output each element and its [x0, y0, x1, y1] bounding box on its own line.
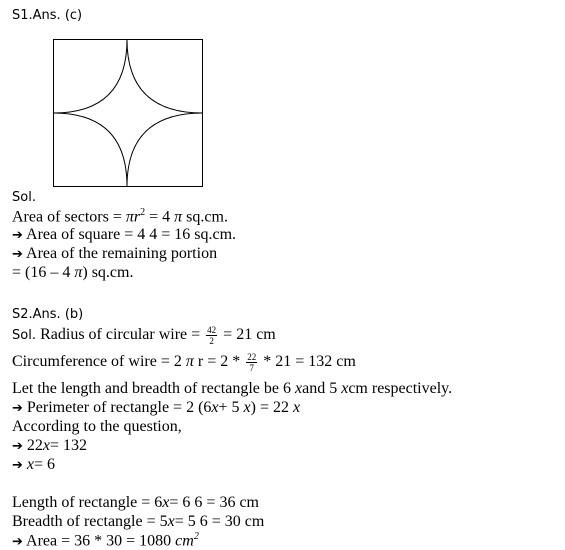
square-outline [54, 40, 203, 187]
s2-equation-1: ➔ 22x= 132 [12, 437, 88, 454]
s1-heading: S1.Ans. (c) [12, 8, 83, 23]
arrow-icon: ➔ [12, 247, 23, 262]
s2-according-line: According to the question, [12, 418, 182, 435]
s2-circumference-line: Circumference of wire = 2 π r = 2 * $\frac{22}{7}$ * 21 = 132 cm [12, 352, 356, 373]
arrow-icon: ➔ [12, 534, 23, 550]
s1-remaining-portion: ➔ Area of the remaining portion [12, 245, 218, 262]
s2-equation-2: ➔ x= 6 [12, 456, 56, 473]
fraction-22-over-7: $\frac{22}{7}$ [247, 352, 257, 373]
s2-length-line: Length of rectangle = 6x= 6 6 = 36 cm [12, 494, 259, 511]
s1-result: = (16 – 4 π) sq.cm. [12, 264, 134, 281]
sector-arc-bottom-left [54, 113, 128, 187]
s2-area-line: ➔ Area = 36 * 30 = 1080 $cm^2$ [12, 531, 199, 550]
s1-area-sectors: Area of sectors = $\pi r^2 = 4$ π sq.cm. [12, 207, 228, 226]
s2-radius-line: Sol. Radius of circular wire = $\frac{42}{2}$ = 21 cm [12, 325, 276, 346]
sector-arc-bottom-right [127, 113, 203, 187]
sector-arc-top-left [54, 40, 128, 114]
arrow-icon: ➔ [12, 439, 23, 454]
s2-let-line: Let the length and breadth of rectangle be 6 xand 5 xcm respectively. [12, 380, 453, 397]
arrow-icon: ➔ [12, 458, 23, 473]
arrow-icon: ➔ [12, 228, 23, 243]
s1-sol-label: Sol. [12, 190, 36, 205]
fraction-42-over-2: $\frac{42}{2}$ [207, 325, 217, 346]
sector-arc-top-right [127, 40, 203, 114]
s2-heading: S2.Ans. (b) [12, 307, 84, 322]
square-sectors-diagram [52, 38, 204, 188]
s1-area-square: ➔ Area of square = 4 4 = 16 sq.cm. [12, 226, 237, 243]
arrow-icon: ➔ [12, 401, 23, 416]
s2-perimeter-line: ➔ Perimeter of rectangle = 2 (6x+ 5 x) = 22 x [12, 399, 301, 416]
s2-breadth-line: Breadth of rectangle = 5x= 5 6 = 30 cm [12, 513, 265, 530]
